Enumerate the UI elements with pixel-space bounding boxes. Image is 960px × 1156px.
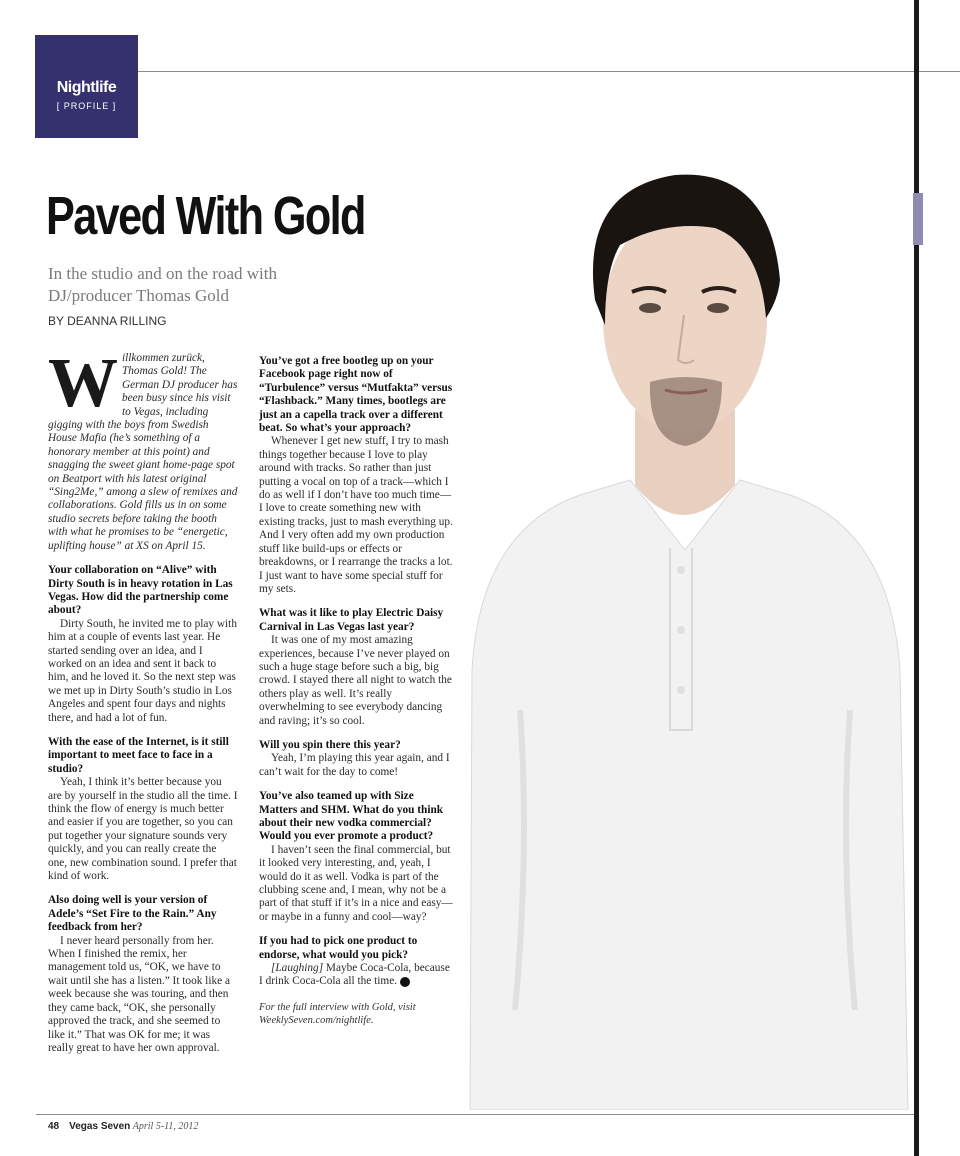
answer-text: Maybe Coca-Cola, because I drink Coca-Cola all the time. xyxy=(259,962,450,988)
article-column-2 xyxy=(259,352,454,1027)
portrait-photo xyxy=(460,150,910,1110)
answer xyxy=(259,962,454,989)
bottom-rule xyxy=(36,1114,914,1115)
shirt-button xyxy=(677,686,685,694)
dek: In the studio and on the road with DJ/producer Thomas Gold xyxy=(48,264,277,305)
answer: Dirty South, he invited me to play with him at a couple of events last year. He started sending over an idea, and I worked on an idea and sent it back to him, and he loved it. So the next step was we met up in Dirty South’s studio in Los Angeles and spent four days and nights there, and had a lot of fun. xyxy=(48,617,237,724)
folio xyxy=(48,1121,198,1132)
shirt-shape xyxy=(470,480,908,1110)
page-edge-bar xyxy=(914,0,919,1156)
issue-date: April 5-11, 2012 xyxy=(132,1121,199,1132)
answer: Yeah, I’m playing this year again, and I can’t wait for the day to come! xyxy=(259,752,450,778)
top-rule xyxy=(138,71,960,72)
question: Your collaboration on “Alive” with Dirty South is in heavy rotation in Las Vegas. How did the partnership come about? xyxy=(48,564,233,617)
answer: It was one of my most amazing experiences, because I’ve never played on such a huge stage before such a big, big crowd. I stayed there all night to watch the others play as well. It’s really overwhelming to see everybody dancing and raving; it’s so cool. xyxy=(259,634,452,727)
byline: BY DEANNA RILLING xyxy=(48,314,167,328)
eye-left xyxy=(639,303,661,313)
answer: Whenever I get new stuff, I try to mash things together because I love to play around with tracks. So rather than just putting a vocal on top of a track—which I do as well if I don’t have too much time—I love to create something new with existing tracks, just to mash everything up. And I very often add my own production stuff like build-ups or effects or breakdowns, or I rearrange the tracks a lot. I just want to have some special stuff for my sets. xyxy=(259,435,453,595)
shirt-button xyxy=(677,626,685,634)
answer: I haven’t seen the final commercial, but it looked very interesting, and, yeah, I would do it as well. Vodka is part of the clubbing scene and, I mean, why not be a part of that stuff if it’s in a nice and easy—or maybe in a funny and cool—way? xyxy=(259,843,453,923)
question: Also doing well is your version of Adele’s “Set Fire to the Rain.” Any feedback from her? xyxy=(48,894,217,934)
intro-text: illkommen zurück, Thomas Gold! The German DJ producer has been busy since his visit to Vegas, including gigging with the boys from Swedish House Mafia (he’s something of a honorary member at this point) and snagging the sweet giant home-page spot on Beatport with his latest original “Sing2Me,” among a slew of remixes and collaborations. Gold fills us in on some studio secrets before taking the booth with what he promises to be “energetic, uplifting house” at XS on April 15. xyxy=(48,352,238,552)
answer-prefix: [Laughing] xyxy=(271,962,324,975)
question: You’ve also teamed up with Size Matters and SHM. What do you think about their new vodka commercial? Would you ever promote a product? xyxy=(259,790,444,843)
question: Will you spin there this year? xyxy=(259,738,401,751)
headline: Paved With Gold xyxy=(46,186,365,246)
section-name: Nightlife xyxy=(56,79,117,96)
question: If you had to pick one product to endorse, what would you pick? xyxy=(259,935,418,961)
publication-name: Vegas Seven xyxy=(69,1121,131,1132)
question: What was it like to play Electric Daisy Carnival in Las Vegas last year? xyxy=(259,607,444,633)
article-column-1 xyxy=(48,345,238,1055)
answer: I never heard personally from her. When I finished the remix, her management told us, “OK, we have to wait until she has a listen.” It took like a week because she was touring, and then they came back, “OK, she personally approved the track, and she seemed to like it.” That was OK for me; it was really great to have her own approval. xyxy=(48,934,230,1054)
question: You’ve got a free bootleg up on your Facebook page right now of “Turbulence” versus “Mutfakta” versus “Flashback.” Many times, bootlegs are just an a capella track over a different beat. So what’s your approach? xyxy=(259,355,453,435)
end-mark-icon: 7 xyxy=(400,977,410,987)
answer: Yeah, I think it’s better because you are by yourself in the studio all the time. I think the flow of energy is much better and easier if you are together, so you can put together your signature sounds very quickly, and you can really create the one, new combination sound. I prefer that kind of work. xyxy=(48,776,238,883)
eye-right xyxy=(707,303,729,313)
question: With the ease of the Internet, is it still important to meet face to face in a studio? xyxy=(48,735,229,775)
section-badge xyxy=(35,35,138,138)
shirt-button xyxy=(677,566,685,574)
footnote: For the full interview with Gold, visit WeeklySeven.com/nightlife. xyxy=(259,1001,416,1026)
drop-cap: W xyxy=(48,345,118,422)
page-number: 48 xyxy=(48,1121,60,1132)
intro-paragraph xyxy=(48,345,238,553)
section-subsection: [ PROFILE ] xyxy=(56,101,117,111)
page-edge-accent xyxy=(913,193,923,245)
